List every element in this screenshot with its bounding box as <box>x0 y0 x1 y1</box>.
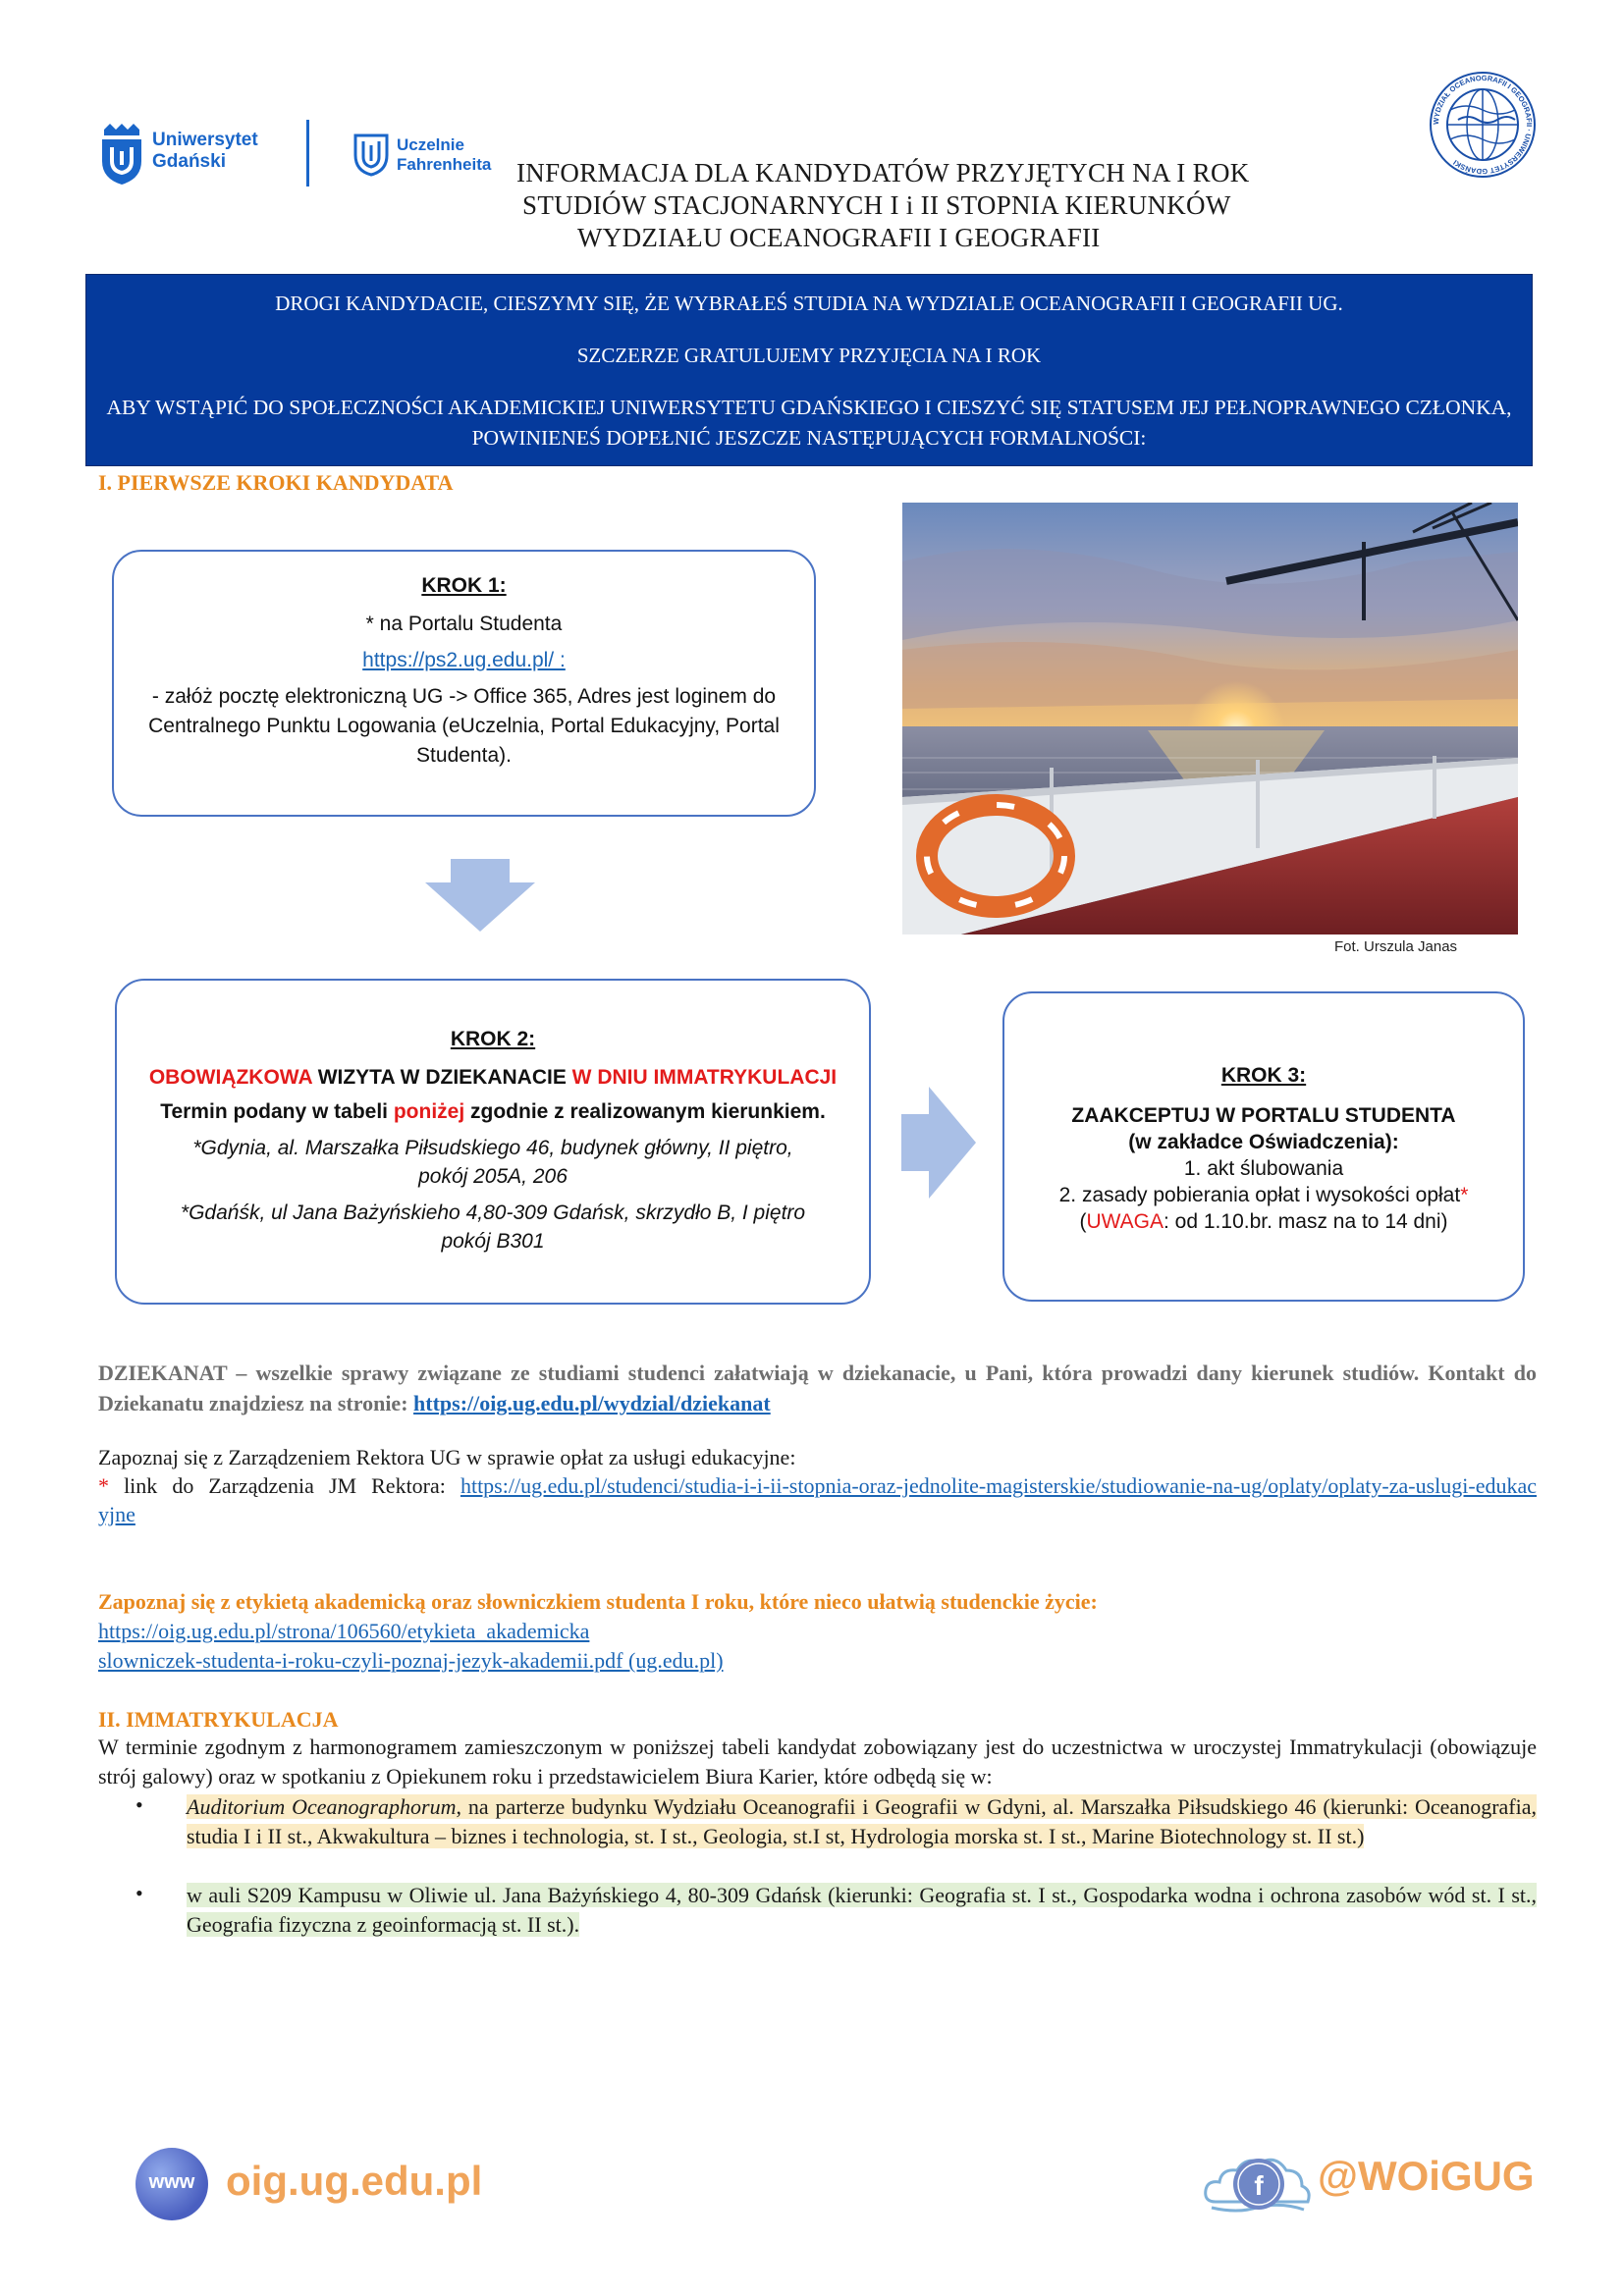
www-globe-icon <box>135 2148 208 2220</box>
svg-text:f: f <box>1254 2170 1264 2201</box>
svg-text:WYDZIAŁ OCEANOGRAFII I GEOGRAF: WYDZIAŁ OCEANOGRAFII I GEOGRAFII · UNIWERSYTET GDAŃSKI <box>1431 73 1535 177</box>
step-3-title: KROK 3: <box>1220 1064 1307 1087</box>
fees-link[interactable]: https://ug.edu.pl/studenci/studia-i-i-ii-stopnia-oraz-jednolite-magisterskie/studiowanie-na-ug/oplaty/oplaty-za-uslugi-edukacyjne <box>98 1473 1537 1526</box>
step-3-note-warning: UWAGA <box>1086 1210 1164 1233</box>
www-label: www <box>148 2171 195 2193</box>
step-2-term-a: Termin podany w tabeli <box>160 1100 394 1123</box>
step-2-address-gdynia: *Gdynia, al. Marszałka Piłsudskiego 46, budynek główny, II piętro, pokój 205A, 206 <box>192 1137 793 1188</box>
fahrenheit-crest-icon <box>352 132 391 177</box>
step-2-title: KROK 2: <box>450 1028 536 1050</box>
step-1-box <box>112 550 816 817</box>
section-2-heading: II. IMMATRYKULACJA <box>98 1707 339 1732</box>
step-2-heading-day: W DNIU IMMATRYKULACJI <box>571 1066 838 1089</box>
bullet-2 <box>187 1881 1537 1940</box>
step-3-note-open: ( <box>1079 1210 1087 1233</box>
bullet-1-marker: • <box>135 1792 143 1817</box>
ug-crest-icon <box>96 122 147 187</box>
step-2-heading-mandatory: OBOWIĄZKOWA <box>148 1066 312 1089</box>
etiquette-heading: Zapoznaj się z etykietą akademicką oraz słowniczkiem studenta I roku, które nieco ułatwią studenckie życie: <box>98 1589 1098 1614</box>
title-line-2: STUDIÓW STACJONARNYCH I i II STOPNIA KIERUNKÓW <box>522 190 1231 220</box>
step-3-heading-1: ZAAKCEPTUJ W PORTALU STUDENTA <box>1071 1104 1456 1127</box>
document-title <box>471 157 1257 254</box>
arrow-down-icon <box>425 859 535 932</box>
step-1-portal: * na Portalu Studenta <box>365 613 563 635</box>
facebook-cloud-icon <box>1198 2133 1316 2231</box>
title-line-1: INFORMACJA DLA KANDYDATÓW PRZYJĘTYCH NA I ROK <box>516 158 1250 187</box>
bullet-1-details: , na parterze budynku Wydziału Oceanografii i Geografii w Gdyni, al. Marszałka Piłsudskiego 46 (kierunki: Oceanografia, studia I i II st., Akwakultura – biznes i technologia, st. I st., Geologia, st.I st, Hydrologia morska st. I st., Marine Biotechnology st. II st.) <box>187 1794 1537 1848</box>
step-3-note-rest: : od 1.10.br. masz na to 14 dni) <box>1164 1210 1448 1233</box>
sunset-ship-photo <box>902 503 1518 934</box>
step-3-box <box>1002 991 1525 1302</box>
globe-seal-icon <box>1429 71 1537 179</box>
welcome-banner <box>85 274 1533 466</box>
ug-logo-line1: Uniwersytet <box>152 130 258 150</box>
banner-line-2: SZCZERZE GRATULUJEMY PRZYJĘCIA NA I ROK <box>576 344 1042 367</box>
step-2-heading-visit: WIZYTA W DZIEKANACIE <box>311 1066 572 1089</box>
fees-paragraph <box>98 1443 1537 1528</box>
title-line-3: WYDZIAŁU OCEANOGRAFII I GEOGRAFII <box>577 223 1101 252</box>
ug-logo-line2: Gdański <box>152 151 226 172</box>
fees-star: * <box>98 1473 109 1498</box>
faculty-seal <box>1429 71 1537 179</box>
footer-social[interactable] <box>1198 2133 1535 2231</box>
fees-label: link do Zarządzenia JM Rektora: <box>109 1473 460 1498</box>
step-1-link[interactable]: https://ps2.ug.edu.pl/ : <box>362 649 566 671</box>
step-3-item-2-text: 2. zasady pobierania opłat i wysokości opłat <box>1058 1184 1461 1206</box>
step-2-box <box>115 979 871 1305</box>
step-3-item-2-star: * <box>1460 1184 1469 1206</box>
step-2-term-below: poniżej <box>393 1100 465 1123</box>
step-3-heading-2: (w zakładce Oświadczenia): <box>1128 1131 1399 1153</box>
immatriculation-intro: W terminie zgodnym z harmonogramem zamieszczonym w poniższej tabeli kandydat zobowiązany jest do uczestnictwa w uroczystej Immatrykulacji (obowiązuje strój galowy) oraz w spotkaniu z Opiekunem roku i przedstawicielem Biura Karier, które odbędą się w: <box>98 1735 1537 1789</box>
bullet-2-marker: • <box>135 1881 143 1905</box>
step-2-heading <box>138 1063 847 1092</box>
bullet-1-venue: Auditorium Oceanographorum <box>187 1794 457 1819</box>
etiquette-paragraph <box>98 1587 1537 1676</box>
etiquette-link[interactable]: https://oig.ug.edu.pl/strona/106560/etykieta_akademicka <box>98 1619 590 1643</box>
bullet-2-details: w auli S209 Kampusu w Oliwie ul. Jana Bażyńskiego 4, 80-309 Gdańsk (kierunki: Geografia st. I st., Gospodarka wodna i ochrona zasobów wód st. I st., Geografia fizyczna z geoinformacją st. II st.). <box>187 1883 1537 1937</box>
step-3-item-1: 1. akt ślubowania <box>1183 1157 1344 1180</box>
footer-website[interactable] <box>135 2148 483 2220</box>
step-3-note <box>1016 1208 1511 1235</box>
step-2-term <box>138 1097 847 1126</box>
step-2-term-b: zgodnie z realizowanym kierunkiem. <box>464 1100 826 1123</box>
banner-line-3: ABY WSTĄPIĆ DO SPOŁECZNOŚCI AKADEMICKIEJ UNIWERSYTETU GDAŃSKIEGO I CIESZYĆ SIĘ STATUSEM JEJ PEŁNOPRAWNEGO CZŁONKA, POWINIENEŚ DOPEŁNIĆ JESZCZE NASTĘPUJĄCYCH FORMALNOŚCI: <box>106 396 1512 450</box>
step-1-title: KROK 1: <box>421 574 507 597</box>
bullet-1 <box>187 1792 1537 1851</box>
glossary-link[interactable]: slowniczek-studenta-i-roku-czyli-poznaj-jezyk-akademii.pdf (ug.edu.pl) <box>98 1648 724 1673</box>
step-3-item-2 <box>1016 1182 1511 1208</box>
logo-divider <box>306 120 309 187</box>
step-1-body: - załóż pocztę elektroniczną UG -> Office 365, Adres jest loginem do Centralnego Punktu Logowania (eUczelnia, Portal Edukacyjny, Portal Studenta). <box>148 685 780 767</box>
fahrenheit-logo-line1: Uczelnie <box>397 135 464 154</box>
arrow-right-icon <box>901 1087 976 1199</box>
footer-social-handle: @WOiGUG <box>1318 2153 1535 2199</box>
banner-line-1: DROGI KANDYDACIE, CIESZYMY SIĘ, ŻE WYBRAŁEŚ STUDIA NA WYDZIALE OCEANOGRAFII I GEOGRAFII UG. <box>275 292 1343 315</box>
fees-intro: Zapoznaj się z Zarządzeniem Rektora UG w sprawie opłat za usługi edukacyjne: <box>98 1445 796 1469</box>
ug-logo <box>96 122 273 187</box>
photo-caption: Fot. Urszula Janas <box>1334 938 1458 955</box>
footer-website-text: oig.ug.edu.pl <box>226 2158 483 2204</box>
fahrenheit-logo-line2: Fahrenheita <box>397 155 492 174</box>
dziekanat-link[interactable]: https://oig.ug.edu.pl/wydzial/dziekanat <box>413 1391 771 1415</box>
fees-link-line <box>98 1471 1537 1528</box>
dziekanat-text: DZIEKANAT – wszelkie sprawy związane ze studiami studenci załatwiają w dziekanacie, u Pani, która prowadzi dany kierunek studiów. Kontakt do Dziekanatu znajdziesz na stronie: <box>98 1361 1537 1415</box>
dziekanat-paragraph <box>98 1358 1537 1418</box>
step-2-address-gdansk: *Gdańśk, ul Jana Bażyńskieho 4,80-309 Gdańsk, skrzydło B, I piętro pokój B301 <box>180 1201 806 1253</box>
section-1-heading: I. PIERWSZE KROKI KANDYDATA <box>98 470 454 495</box>
